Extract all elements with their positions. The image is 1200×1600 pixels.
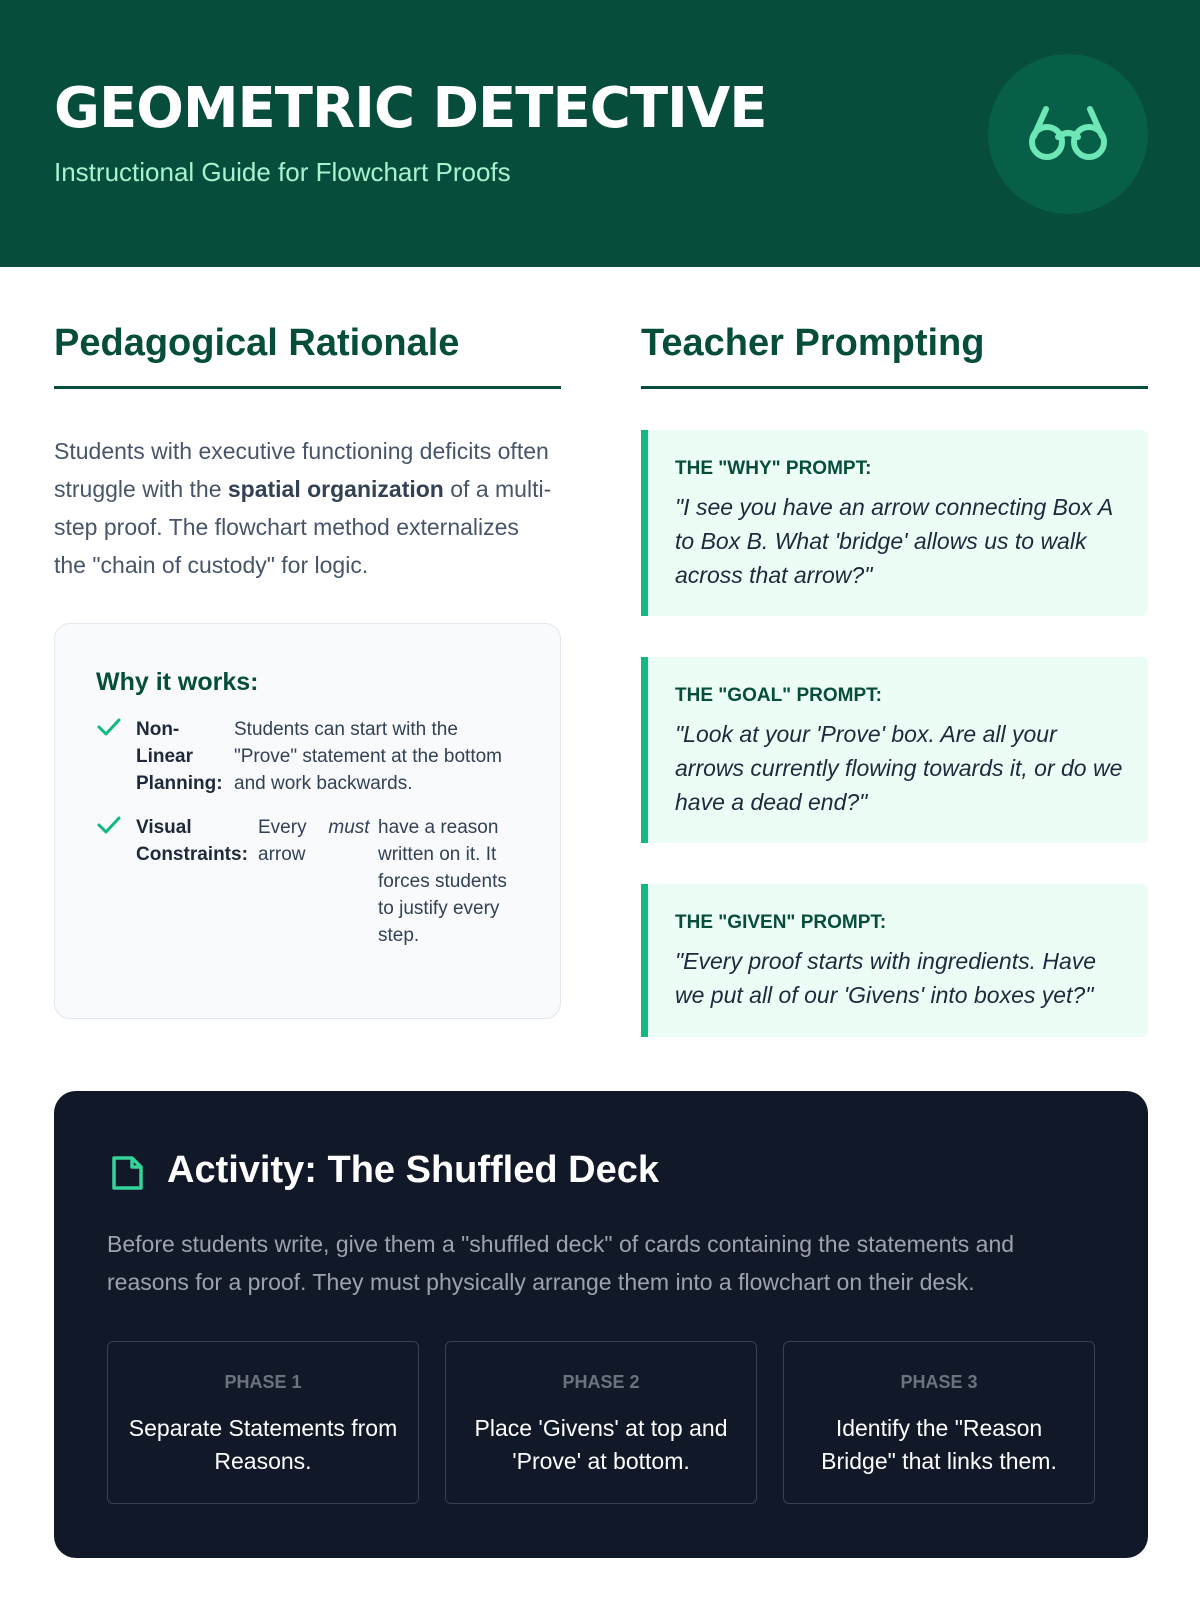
page-subtitle: Instructional Guide for Flowchart Proofs	[54, 157, 511, 187]
intro-emphasis: spatial organization	[227, 476, 444, 502]
prompting-divider	[641, 386, 1148, 389]
phase-label: PHASE 2	[562, 1372, 640, 1392]
prompt-card-why	[641, 430, 1148, 616]
why-card-title: Why it works:	[96, 668, 259, 696]
prompt-quote: "I see you have an arrow connecting Box A to Box B. What 'bridge' allows us to walk across that arrow?"	[675, 494, 1113, 588]
phase-text: Separate Statements from Reasons.	[128, 1415, 398, 1474]
prompt-card-given	[641, 884, 1148, 1037]
prompt-label: THE "GOAL" PROMPT:	[675, 685, 882, 706]
phase-label: PHASE 3	[900, 1372, 978, 1392]
why-item-label: Visual Constraints:	[136, 817, 248, 865]
why-item-label: Non-Linear Planning:	[136, 719, 223, 794]
page-title: GEOMETRIC DETECTIVE	[54, 76, 767, 141]
why-item-nonlinear	[96, 716, 524, 797]
prompt-quote: "Every proof starts with ingredients. Have we put all of our 'Givens' into boxes yet?"	[675, 948, 1097, 1008]
phase-card-2	[445, 1341, 757, 1504]
phase-card-1	[107, 1341, 419, 1504]
why-item-visual	[96, 814, 516, 949]
rationale-divider	[54, 386, 561, 389]
header-banner	[0, 0, 1200, 267]
prompting-heading: Teacher Prompting	[641, 322, 985, 364]
rationale-heading: Pedagogical Rationale	[54, 322, 460, 364]
prompt-label: THE "WHY" PROMPT:	[675, 458, 872, 479]
prompt-card-goal	[641, 657, 1148, 843]
prompt-label: THE "GIVEN" PROMPT:	[675, 912, 887, 933]
prompt-quote: "Look at your 'Prove' box. Are all your arrows currently flowing towards it, or do we have a dead end?"	[675, 721, 1123, 815]
why-item-text-start: Every arrow	[258, 817, 307, 865]
phase-label: PHASE 1	[224, 1372, 302, 1392]
why-it-works-card	[54, 623, 561, 1019]
activity-description: Before students write, give them a "shuffled deck" of cards containing the statements and reasons for a proof. They must physically arrange them into a flowchart on their desk.	[107, 1231, 1015, 1295]
intro-text-end: of a multi-step proof. The flowchart method externalizes the "chain of custody" for logic.	[54, 476, 552, 578]
rationale-intro	[54, 432, 554, 584]
logo-badge	[988, 54, 1148, 214]
phase-text: Place 'Givens' at top and 'Prove' at bottom.	[474, 1415, 728, 1474]
why-item-text: Students can start with the "Prove" statement at the bottom and work backwards.	[234, 719, 503, 794]
why-item-text-end: have a reason written on it. It forces students to justify every step.	[378, 817, 507, 946]
glasses-icon	[1028, 99, 1108, 169]
why-item-emphasis: must	[328, 817, 370, 838]
activity-panel	[54, 1091, 1148, 1558]
check-icon	[96, 716, 136, 797]
intro-text-start: Students with executive functioning deficits often struggle with the	[54, 438, 549, 502]
check-icon	[96, 814, 136, 949]
activity-title: Activity: The Shuffled Deck	[167, 1149, 659, 1191]
file-icon	[109, 1154, 145, 1192]
phase-card-3	[783, 1341, 1095, 1504]
phase-text: Identify the "Reason Bridge" that links them.	[821, 1415, 1057, 1474]
